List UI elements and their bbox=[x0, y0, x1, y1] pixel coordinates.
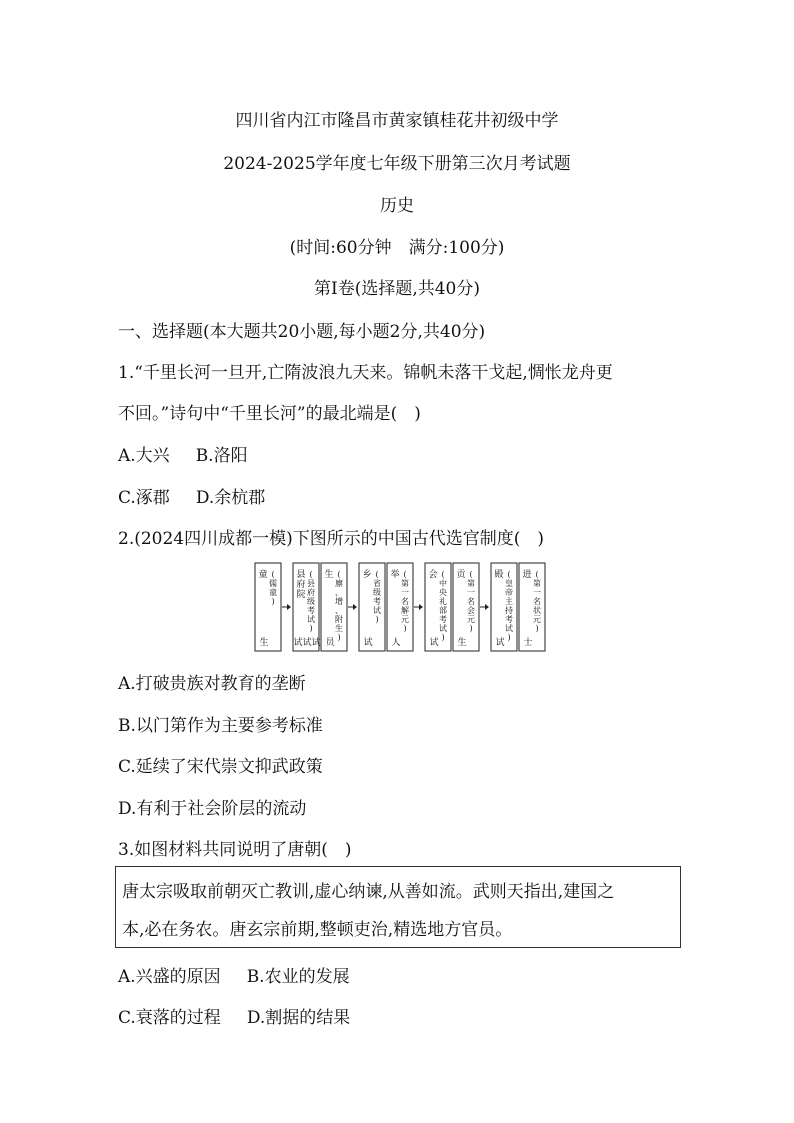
q2-option-a[interactable]: A.打破贵族对教育的垄断 bbox=[118, 674, 306, 694]
q3-options-row1 bbox=[118, 962, 350, 987]
q1-option-b[interactable]: B.洛阳 bbox=[195, 446, 248, 466]
flow-stage bbox=[359, 563, 385, 651]
flow-stage-title: 试 bbox=[495, 638, 505, 648]
q3-material-box bbox=[115, 866, 681, 948]
q3-material-line2: 本,必在务农。唐玄宗前期,整顿吏治,精选地方官员。 bbox=[122, 920, 513, 940]
flow-stage-name: 殿 bbox=[494, 570, 504, 580]
flow-stage-note: (廪、增、附生) bbox=[335, 570, 343, 642]
flow-stage-title: 士 bbox=[523, 638, 533, 648]
q1-stem-line2: 不回。”诗句中“千里长河”的最北端是( ) bbox=[118, 404, 421, 424]
flow-stage-title: 试 bbox=[363, 638, 373, 648]
q3-option-d[interactable]: D.割据的结果 bbox=[246, 1008, 351, 1028]
flow-stage-title: 员 bbox=[325, 638, 335, 648]
flow-stage-note: (中央礼部考试) bbox=[439, 570, 447, 642]
flow-stage-title: 试 bbox=[429, 638, 439, 648]
section-heading: 一、选择题(本大题共20小题,每小题2分,共40分) bbox=[118, 322, 486, 342]
q1-options-row1 bbox=[118, 441, 248, 466]
q3-option-a[interactable]: A.兴盛的原因 bbox=[118, 967, 221, 987]
q3-option-b[interactable]: B.农业的发展 bbox=[246, 967, 350, 987]
exam-title: 2024-2025学年度七年级下册第三次月考试题 bbox=[223, 154, 571, 174]
flow-stage-name: 贡 bbox=[456, 570, 466, 580]
flow-stage-note: (第一名解元) bbox=[401, 570, 409, 633]
q2-option-b[interactable]: B.以门第作为主要参考标准 bbox=[118, 716, 323, 736]
flow-stage-note: (皇帝主持考试) bbox=[505, 570, 513, 642]
flow-stage-name: 生 bbox=[324, 570, 334, 580]
flow-stage-title: 人 bbox=[391, 638, 401, 648]
q1-option-a[interactable]: A.大兴 bbox=[118, 446, 170, 466]
flow-arrow-head bbox=[287, 604, 291, 610]
flow-stage bbox=[321, 563, 347, 651]
q3-options-row2 bbox=[118, 1003, 350, 1028]
flow-stage-name: 举 bbox=[390, 570, 400, 580]
flow-stage-name: 会 bbox=[428, 570, 438, 580]
q3-material-line1: 唐太宗吸取前朝灭亡教训,虚心纳谏,从善如流。武则天指出,建国之 bbox=[122, 882, 615, 902]
flow-stage-title: 试试试 bbox=[293, 638, 321, 648]
flow-stage bbox=[387, 563, 413, 651]
flow-arrow-head bbox=[419, 604, 423, 610]
exam-flowchart bbox=[253, 560, 549, 654]
flow-arrow-head bbox=[353, 604, 357, 610]
flow-stage bbox=[453, 563, 479, 651]
flow-stage-name: 乡 bbox=[362, 570, 372, 580]
flow-stage-note: (儒童) bbox=[269, 570, 277, 606]
q1-options-row2 bbox=[118, 483, 265, 508]
flow-stage bbox=[255, 563, 281, 651]
flow-stage-note: (第一名会元) bbox=[467, 570, 475, 633]
school-name: 四川省内江市隆昌市黄家镇桂花井初级中学 bbox=[235, 111, 559, 131]
time-info: (时间:60分钟 满分:100分) bbox=[289, 238, 505, 258]
flow-arrow-head bbox=[485, 604, 489, 610]
flow-stage-name: 进 bbox=[522, 570, 532, 580]
flow-stage bbox=[519, 563, 545, 651]
flow-stage bbox=[293, 563, 321, 651]
q2-stem: 2.(2024四川成都一模)下图所示的中国古代选官制度( ) bbox=[118, 529, 545, 549]
flow-stage-title: 生 bbox=[457, 638, 467, 648]
flow-stage-name: 县府院 bbox=[296, 570, 306, 600]
flow-stage bbox=[425, 563, 451, 651]
flow-stage bbox=[491, 563, 517, 651]
q1-stem-line1: 1.“千里长河一旦开,亡隋波浪九天来。锦帆未落干戈起,惆怅龙舟更 bbox=[118, 363, 613, 383]
q1-option-d[interactable]: D.余杭郡 bbox=[195, 488, 266, 508]
q1-option-c[interactable]: C.涿郡 bbox=[118, 488, 170, 508]
flow-stage-note: (县府级考试) bbox=[307, 570, 315, 633]
q3-stem: 3.如图材料共同说明了唐朝( ) bbox=[118, 840, 352, 860]
q3-option-c[interactable]: C.衰落的过程 bbox=[118, 1008, 221, 1028]
flow-stage-note: (第一名状元) bbox=[533, 570, 541, 633]
subject-title: 历史 bbox=[380, 196, 414, 216]
q2-option-d[interactable]: D.有利于社会阶层的流动 bbox=[118, 799, 307, 819]
flow-stage-title: 生 bbox=[259, 638, 269, 648]
flow-stage-note: (省级考试) bbox=[373, 570, 381, 624]
part-title: 第Ⅰ卷(选择题,共40分) bbox=[313, 279, 480, 299]
flow-stage-name: 童 bbox=[258, 570, 268, 580]
q2-option-c[interactable]: C.延续了宋代崇文抑武政策 bbox=[118, 757, 323, 777]
